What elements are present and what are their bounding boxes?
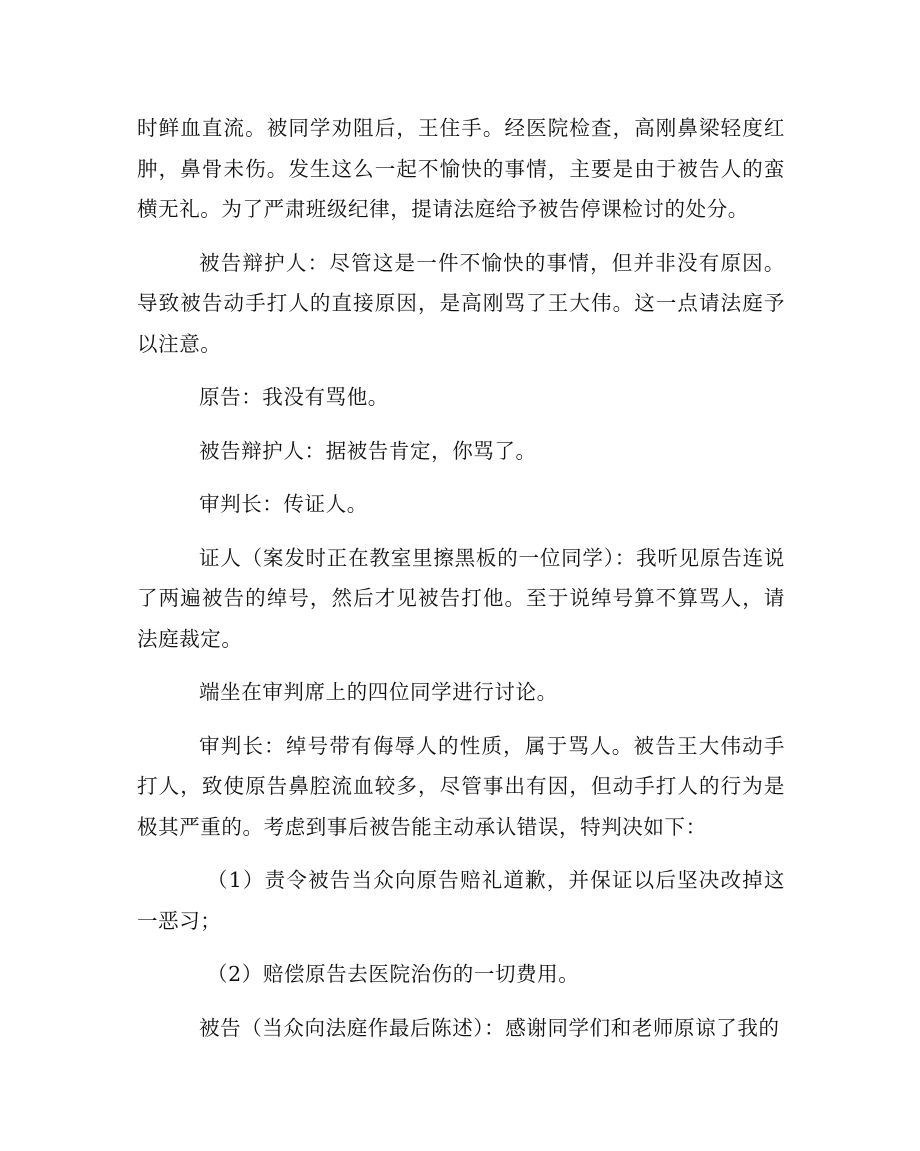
paragraph-prosecution-statement: 时鲜血直流。被同学劝阻后，王住手。经医院检查，高刚鼻梁轻度红肿，鼻骨未伤。发生这么一起不愉快的事情，主要是由于被告人的蛮横无礼。为了严肃班级纪律，提请法庭给予被告停课检讨的处分。 xyxy=(137,116,785,221)
paragraph-plaintiff-denial: 原告：我没有骂他。 xyxy=(199,385,389,409)
paragraph-witness-testimony: 证人（案发时正在教室里擦黑板的一位同学）：我听见原告连说了两遍被告的绰号，然后才见被告打他。至于说绰号算不算骂人，请法庭裁定。 xyxy=(137,545,785,651)
paragraph-ruling-item-1: （1）责令被告当众向原告赔礼道歉，并保证以后坚决改掉这一恶习； xyxy=(137,868,785,933)
paragraph-defendant-final-statement: 被告（当众向法庭作最后陈述）：感谢同学们和老师原谅了我的 xyxy=(199,1015,780,1040)
paragraph-judge-call-witness: 审判长：传证人。 xyxy=(199,492,368,516)
paragraph-deliberation: 端坐在审判席上的四位同学进行讨论。 xyxy=(199,680,558,704)
paragraph-defense-reply: 被告辩护人：据被告肯定，你骂了。 xyxy=(199,438,537,463)
paragraph-ruling-item-2: （2）赔偿原告去医院治伤的一切费用。 xyxy=(207,962,580,986)
paragraph-judgment: 审判长：绰号带有侮辱人的性质，属于骂人。被告王大伟动手打人，致使原告鼻腔流血较多，尽管事出有因，但动手打人的行为是极其严重的。考虑到事后被告能主动承认错误，特判决如下： xyxy=(137,733,785,839)
document-body xyxy=(137,108,785,1061)
paragraph-defense-statement: 被告辩护人：尽管这是一件不愉快的事情，但并非没有原因。导致被告动手打人的直接原因，是高刚骂了王大伟。这一点请法庭予以注意。 xyxy=(137,250,785,356)
